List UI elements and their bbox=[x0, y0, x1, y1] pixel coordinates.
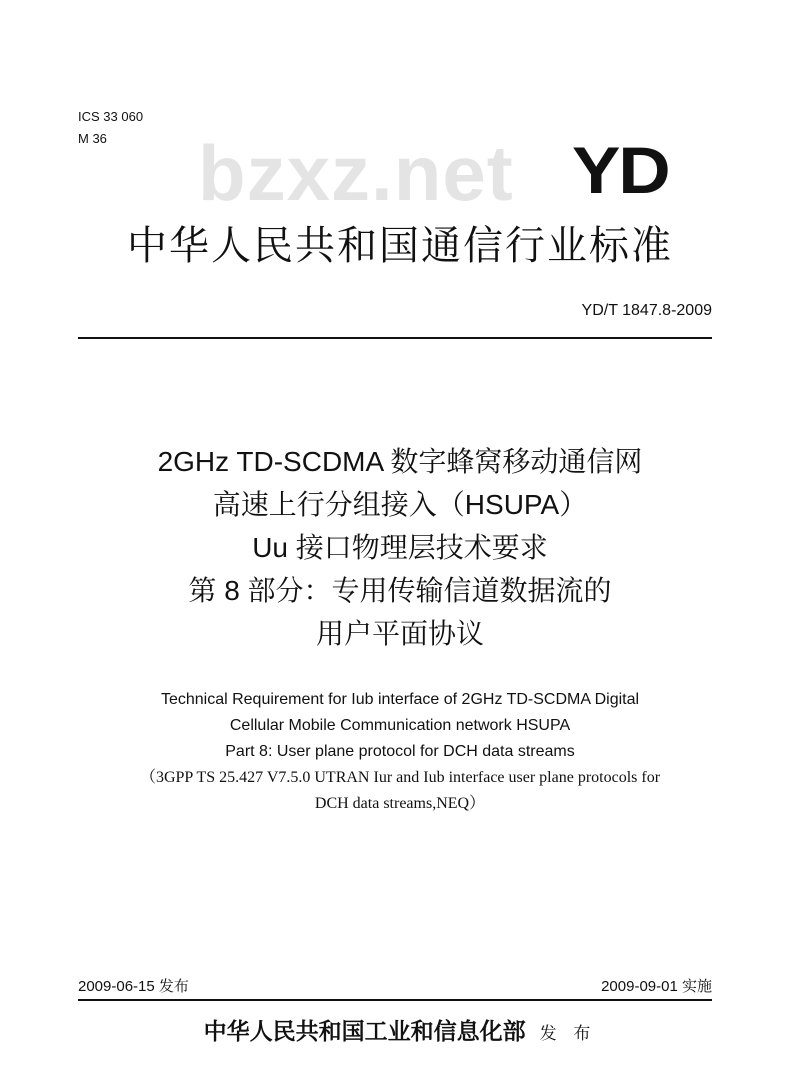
yd-logo: YD bbox=[572, 133, 669, 207]
effective-date: 2009-09-01 实施 bbox=[601, 978, 712, 995]
title-cn-line: 第 8 部分：专用传输信道数据流的 bbox=[188, 575, 612, 606]
reference-line: （3GPP TS 25.427 V7.5.0 UTRAN Iur and Iub interface user plane protocols for bbox=[139, 769, 661, 786]
title-cn-line: 2GHz TD-SCDMA 数字蜂窝移动通信网 bbox=[157, 446, 643, 477]
reference-line: DCH data streams,NEQ） bbox=[314, 795, 486, 812]
title-en bbox=[0, 687, 800, 817]
classification-code: M 36 bbox=[78, 131, 107, 146]
title-cn-line: Uu 接口物理层技术要求 bbox=[252, 532, 548, 563]
publisher-name: 中华人民共和国工业和信息化部 bbox=[203, 1018, 526, 1044]
watermark: bzxz.net bbox=[198, 129, 514, 217]
standard-number: YD/T 1847.8-2009 bbox=[581, 302, 712, 319]
title-cn-line: 高速上行分组接入（HSUPA） bbox=[212, 489, 588, 520]
footer-divider bbox=[78, 999, 712, 1001]
title-cn bbox=[0, 440, 800, 655]
title-cn-line: 用户平面协议 bbox=[315, 618, 484, 649]
standard-type-heading: 中华人民共和国通信行业标准 bbox=[127, 224, 673, 268]
title-en-line: Part 8: User plane protocol for DCH data streams bbox=[225, 743, 575, 760]
publisher bbox=[0, 1013, 800, 1046]
publish-date: 2009-06-15 发布 bbox=[78, 978, 189, 995]
publish-label: 发 布 bbox=[539, 1024, 597, 1043]
header-divider bbox=[78, 337, 712, 339]
title-en-line: Cellular Mobile Communication network HSUPA bbox=[229, 717, 571, 734]
title-en-line: Technical Requirement for Iub interface of 2GHz TD-SCDMA Digital bbox=[160, 691, 640, 708]
ics-code: ICS 33 060 bbox=[78, 109, 144, 124]
